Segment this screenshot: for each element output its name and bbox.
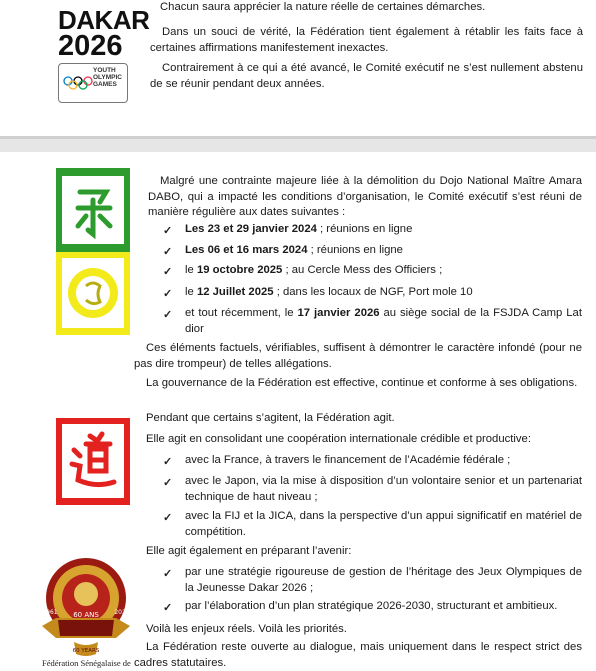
check-icon: ✓ [163,568,173,580]
meeting-prefix: le [185,286,197,298]
coop-item: avec la FIJ et la JICA, dans la perspective d’un appui significatif en matériel de compétition. [185,510,582,538]
meeting-detail: ; au Cercle Mess des Officiers ; [282,264,443,276]
yellow-block [56,252,130,335]
kanji-ju-icon [56,168,130,252]
paragraph-intro: Malgré une contrainte majeure liée à la démolition du Dojo National Maître Amara DABO, qui a impacté les conditions d’organisation, le Comité exécutif s’est réuni de manière régulière aux dates suivantes : [148,175,582,218]
meeting-date: Les 06 et 16 mars 2024 [185,244,308,256]
emblem-ribbon-text: 60 YEARS [72,648,100,654]
paragraph-avenir: Elle agit également en préparant l’avenir: [146,545,352,557]
meeting-date: 17 janvier 2026 [297,307,380,319]
coop-item: avec la France, à travers le financement de l’Académie fédérale ; [185,454,511,466]
yog-badge [58,63,128,103]
paragraph: Chacun saura apprécier la nature réelle de certaines démarches. [160,1,486,13]
meeting-item [185,222,582,238]
meeting-item [185,243,582,259]
check-icon: ✓ [163,266,173,278]
emblem-anniv-text: 60 ANS [73,611,99,619]
check-icon: ✓ [163,246,173,258]
anniversary-emblem [36,550,136,670]
previous-page [0,0,596,136]
olympic-rings-icon [63,76,93,90]
meeting-detail: ; réunions en ligne [307,244,403,256]
paragraph-gouvernance: La gouvernance de la Fédération est effective, continue et conforme à ses obligations. [146,377,578,389]
check-icon: ✓ [163,309,173,321]
red-block [56,418,130,505]
check-icon: ✓ [163,602,173,614]
check-icon: ✓ [163,288,173,300]
yog-badge-text [93,67,122,88]
page-separator-shadow [0,136,596,139]
dakar-2026-logo [58,5,150,128]
paragraph-enjeux: Voilà les enjeux réels. Voilà les priorités. [146,623,347,635]
avenir-item: par l’élaboration d’un plan stratégique 2026-2030, structurant et ambitieux. [185,600,558,612]
meeting-item [185,306,582,337]
check-icon: ✓ [163,477,173,489]
paragraph-agit: Pendant que certains s’agitent, la Fédération agit. [146,412,395,424]
meeting-detail: au siège social de la FSJDA Camp Lat dior [185,307,582,335]
emblem-years-right: 2021 [114,609,130,616]
avenir-item: par une stratégie rigoureuse de gestion de l’héritage des Jeux Olympiques de la Jeunesse Dakar 2026 ; [185,566,582,594]
badge-line: GAMES [92,81,117,88]
paragraph: Dans un souci de vérité, la Fédération tient également à rétablir les faits face à certaines affirmations manifestement inexactes. [150,26,583,54]
emblem-circle-icon [56,252,130,335]
sixty-years-emblem-icon [36,550,136,658]
green-block [56,168,130,252]
meeting-detail: ; dans les locaux de NGF, Port mole 10 [273,286,473,298]
meeting-item [185,285,582,301]
paragraph: Contrairement à ce qui a été avancé, le Comité exécutif ne s’est nullement abstenu de se réunir pendant deux années. [150,62,583,90]
check-icon: ✓ [163,225,173,237]
badge-line: OLYMPIC [92,74,122,81]
check-icon: ✓ [163,456,173,468]
check-icon: ✓ [163,512,173,524]
meeting-date: 19 octobre 2025 [196,264,283,276]
paragraph-dialogue: La Fédération reste ouverte au dialogue, mais uniquement dans le respect strict des cadres statutaires. [134,641,582,669]
paragraph-factuels: Ces éléments factuels, vérifiables, suffisent à démontrer le caractère infondé (pour ne pas dire trompeur) de telles allégations. [134,342,582,370]
logo-year-text: 2026 [58,30,123,62]
badge-line: YOUTH [92,67,116,74]
meeting-date: 12 Juillet 2025 [196,286,274,298]
federation-caption: Fédération Sénégalaise de [42,658,131,668]
emblem-years-left: 1961 [42,609,58,616]
meeting-detail: ; réunions en ligne [316,223,413,235]
meeting-prefix: et tout récemment, le [185,307,298,319]
meeting-prefix: le [185,264,197,276]
kanji-do-icon [56,418,130,505]
coop-item: avec le Japon, via la mise à disposition d’un volontaire senior et un partenariat technique de haut niveau ; [185,475,582,503]
meeting-item [185,263,582,279]
paragraph-consolidant: Elle agit en consolidant une coopération internationale crédible et productive: [146,433,531,445]
logo-dakar-text: DAKAR [58,5,150,35]
meeting-date: Les 23 et 29 janvier 2024 [185,223,317,235]
